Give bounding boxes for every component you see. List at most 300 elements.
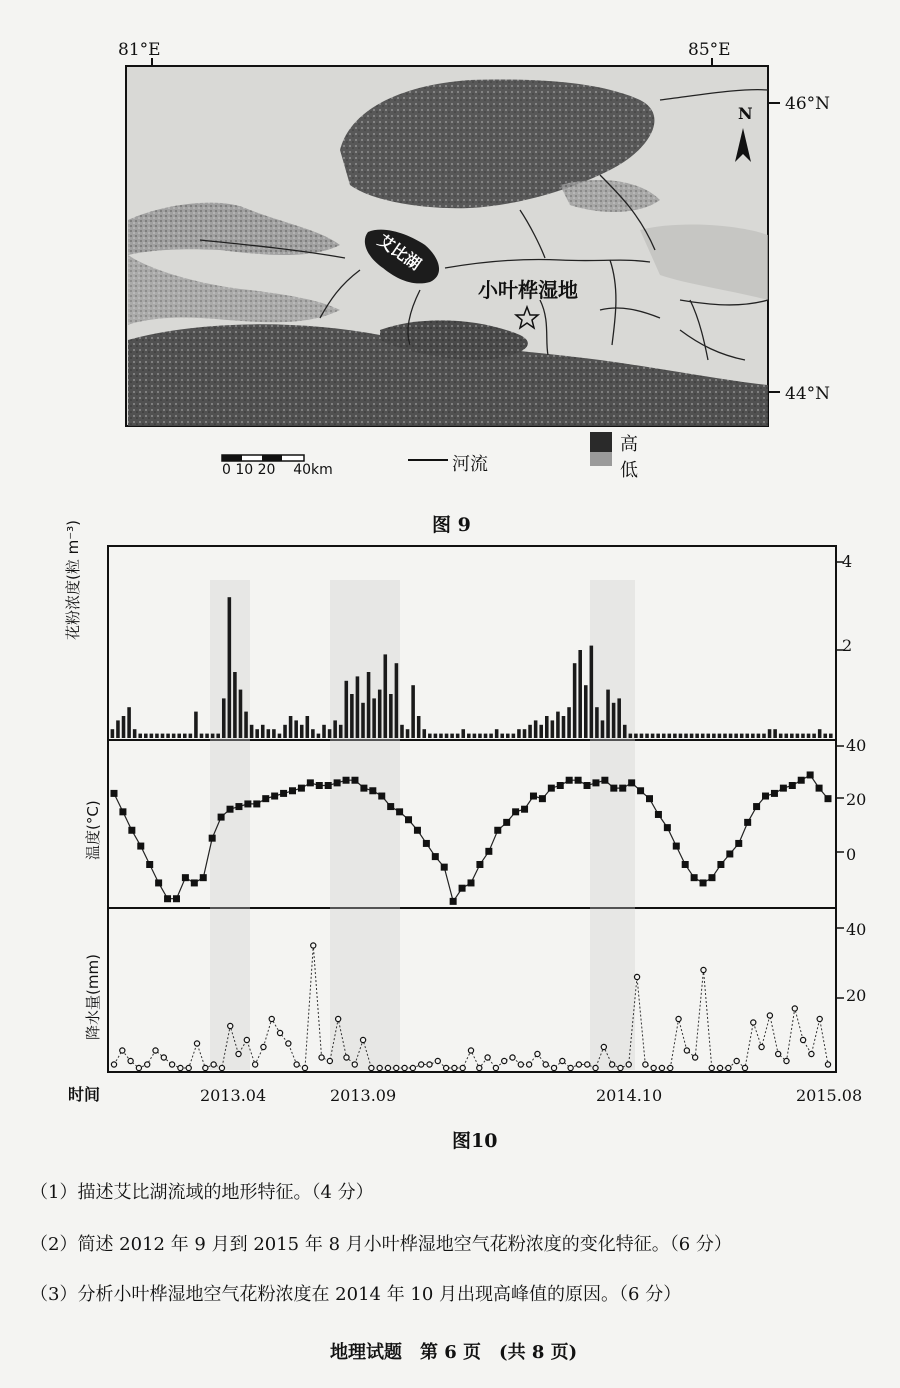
precipitation-point <box>668 1065 673 1070</box>
pollen-bar <box>411 685 415 738</box>
temperature-point <box>191 879 198 886</box>
precipitation-point <box>419 1062 424 1067</box>
pollen-bar <box>640 734 644 738</box>
temperature-point <box>155 879 162 886</box>
temperature-point <box>753 803 760 810</box>
question-1: （1）描述艾比湖流域的地形特征。（4 分） <box>30 1182 374 1203</box>
pollen-bar <box>645 734 649 738</box>
pollen-bar <box>250 725 254 738</box>
pollen-bar <box>528 725 532 738</box>
precipitation-point <box>136 1065 141 1070</box>
lat-bottom-label: 44°N <box>785 384 831 404</box>
temperature-point <box>691 874 698 881</box>
precipitation-point <box>751 1020 756 1025</box>
precipitation-point <box>551 1065 556 1070</box>
pollen-bar <box>545 716 549 738</box>
pollen-bar <box>261 725 265 738</box>
pollen-bar <box>189 734 193 738</box>
precipitation-point <box>527 1062 532 1067</box>
precipitation-point <box>651 1065 656 1070</box>
pollen-bar <box>695 734 699 738</box>
temperature-point <box>798 777 805 784</box>
temperature-point <box>209 835 216 842</box>
temperature-point <box>387 803 394 810</box>
xtick-2015-08: 2015.08 <box>796 1086 863 1105</box>
pollen-bar <box>712 734 716 738</box>
pollen-bar <box>317 734 321 738</box>
precipitation-point <box>145 1062 150 1067</box>
temperature-point <box>360 785 367 792</box>
pollen-bar <box>556 712 560 738</box>
precipitation-point <box>460 1065 465 1070</box>
temperature-point <box>825 795 832 802</box>
temperature-point <box>298 785 305 792</box>
pollen-bar <box>328 729 332 738</box>
pollen-bar <box>617 698 621 738</box>
pollen-bar <box>768 729 772 738</box>
pollen-bar <box>439 734 443 738</box>
precipitation-point <box>394 1065 399 1070</box>
temperature-point <box>182 874 189 881</box>
pollen-bar <box>757 734 761 738</box>
precipitation-point <box>643 1062 648 1067</box>
precipitation-point <box>709 1065 714 1070</box>
temperature-point <box>664 824 671 831</box>
temperature-point <box>218 814 225 821</box>
temperature-point <box>351 777 358 784</box>
pollen-bar <box>801 734 805 738</box>
precip-ytick-40: 40 <box>846 920 867 939</box>
pollen-bar <box>267 729 271 738</box>
pollen-bar <box>829 734 833 738</box>
temp-ytick-0: 0 <box>846 845 857 864</box>
pollen-bar <box>200 734 204 738</box>
precipitation-point <box>792 1006 797 1011</box>
temperature-point <box>655 811 662 818</box>
pollen-bar <box>751 734 755 738</box>
pollen-bar <box>818 729 822 738</box>
precipitation-point <box>302 1065 307 1070</box>
pollen-ylabel: 花粉浓度(粒 m⁻³) <box>64 519 82 640</box>
precipitation-point <box>385 1065 390 1070</box>
temperature-point <box>200 874 207 881</box>
precipitation-point <box>726 1065 731 1070</box>
temperature-point <box>816 785 823 792</box>
temperature-point <box>575 777 582 784</box>
precipitation-point <box>493 1065 498 1070</box>
pollen-bar <box>116 720 120 738</box>
precipitation-point <box>203 1065 208 1070</box>
precipitation-point <box>311 943 316 948</box>
temperature-point <box>717 861 724 868</box>
temperature-point <box>128 827 135 834</box>
pollen-ytick-4: 4 <box>842 552 853 571</box>
precipitation-point <box>659 1065 664 1070</box>
pollen-bar <box>372 698 376 738</box>
pollen-bar <box>718 734 722 738</box>
pollen-bar <box>690 734 694 738</box>
legend-high-swatch <box>590 432 612 452</box>
scale-text: 0 10 20 40km <box>222 462 333 478</box>
precipitation-point <box>568 1065 573 1070</box>
pollen-bar <box>406 729 410 738</box>
pollen-bar <box>790 734 794 738</box>
pollen-bar <box>779 734 783 738</box>
precipitation-point <box>543 1062 548 1067</box>
pollen-bar <box>306 716 310 738</box>
page-footer: 地理试题 第 6 页 (共 8 页) <box>330 1342 578 1363</box>
precipitation-point <box>178 1065 183 1070</box>
temp-ylabel: 温度(°C) <box>84 800 102 860</box>
precipitation-point <box>194 1041 199 1046</box>
temperature-point <box>334 779 341 786</box>
pollen-bar <box>422 729 426 738</box>
temperature-point <box>459 885 466 892</box>
pollen-bar <box>138 734 142 738</box>
temperature-point <box>700 879 707 886</box>
pollen-bar <box>512 734 516 738</box>
temp-ytick-40: 40 <box>846 736 867 755</box>
precip-ylabel: 降水量(mm) <box>84 954 102 1040</box>
pollen-bar <box>684 734 688 738</box>
temperature-point <box>450 898 457 905</box>
temperature-point <box>119 808 126 815</box>
pollen-bar <box>395 663 399 738</box>
temperature-point <box>789 782 796 789</box>
precipitation-point <box>717 1065 722 1070</box>
precipitation-point <box>153 1048 158 1053</box>
pollen-bar <box>807 734 811 738</box>
precipitation-point <box>128 1058 133 1063</box>
site-label: 小叶桦湿地 <box>478 278 578 302</box>
pollen-bar <box>673 734 677 738</box>
pollen-bar <box>172 734 176 738</box>
precipitation-point <box>360 1037 365 1042</box>
precipitation-point <box>294 1062 299 1067</box>
precipitation-point <box>286 1041 291 1046</box>
pollen-bar <box>473 734 477 738</box>
precipitation-point <box>776 1051 781 1056</box>
temperature-point <box>227 806 234 813</box>
pollen-bar <box>500 734 504 738</box>
lon-right-label: 85°E <box>688 40 731 60</box>
pollen-bar <box>222 698 226 738</box>
precipitation-point <box>477 1065 482 1070</box>
temperature-point <box>316 782 323 789</box>
precipitation-point <box>336 1016 341 1021</box>
pollen-bar <box>784 734 788 738</box>
pollen-bar <box>322 725 326 738</box>
precipitation-point <box>610 1062 615 1067</box>
precipitation-point <box>219 1065 224 1070</box>
precipitation-point <box>601 1044 606 1049</box>
temperature-point <box>468 879 475 886</box>
precipitation-point <box>485 1055 490 1060</box>
temperature-point <box>771 790 778 797</box>
temperature-point <box>726 850 733 857</box>
figure-10-caption: 图10 <box>452 1130 498 1152</box>
temperature-point <box>557 782 564 789</box>
lon-left-label: 81°E <box>118 40 161 60</box>
precipitation-point <box>535 1051 540 1056</box>
temperature-point <box>807 771 814 778</box>
temperature-point <box>682 861 689 868</box>
pollen-bar <box>339 725 343 738</box>
precipitation-point <box>402 1065 407 1070</box>
temperature-point <box>253 800 260 807</box>
precipitation-point <box>253 1062 258 1067</box>
precipitation-point <box>111 1062 116 1067</box>
precipitation-point <box>244 1037 249 1042</box>
pollen-bar <box>478 734 482 738</box>
pollen-bar <box>495 729 499 738</box>
precip-ytick-20: 20 <box>846 986 867 1005</box>
pollen-bar <box>656 734 660 738</box>
precipitation-point <box>809 1051 814 1056</box>
pollen-bar <box>796 734 800 738</box>
temperature-point <box>708 874 715 881</box>
pollen-bar <box>177 734 181 738</box>
temperature-point <box>735 840 742 847</box>
precipitation-point <box>734 1058 739 1063</box>
pollen-bar <box>111 729 115 738</box>
precipitation-point <box>560 1058 565 1063</box>
pollen-bar <box>606 690 610 738</box>
precipitation-point <box>410 1065 415 1070</box>
pollen-bar <box>255 729 259 738</box>
temperature-point <box>262 795 269 802</box>
precipitation-point <box>693 1055 698 1060</box>
pollen-bar <box>239 690 243 738</box>
temperature-point <box>289 787 296 794</box>
pollen-bar <box>461 729 465 738</box>
pollen-bar <box>244 712 248 738</box>
pollen-bar <box>300 725 304 738</box>
legend-low-swatch <box>590 452 612 466</box>
pollen-bar <box>417 716 421 738</box>
pollen-bar <box>127 707 131 738</box>
pollen-bar <box>450 734 454 738</box>
pollen-bar <box>701 734 705 738</box>
pollen-bar <box>361 703 365 738</box>
pollen-bar <box>161 734 165 738</box>
temperature-point <box>521 806 528 813</box>
precipitation-point <box>427 1062 432 1067</box>
temperature-point <box>476 861 483 868</box>
precipitation-point <box>161 1055 166 1060</box>
temperature-point <box>619 785 626 792</box>
temp-ytick-20: 20 <box>846 790 867 809</box>
pollen-bar <box>745 734 749 738</box>
temperature-point <box>628 779 635 786</box>
scale-bar <box>222 455 304 461</box>
precipitation-point <box>261 1044 266 1049</box>
precipitation-point <box>352 1062 357 1067</box>
pollen-bar <box>378 690 382 738</box>
pollen-bar <box>166 734 170 738</box>
pollen-bar <box>367 672 371 738</box>
temperature-point <box>744 819 751 826</box>
precipitation-point <box>817 1016 822 1021</box>
precipitation-point <box>319 1055 324 1060</box>
legend-high-label: 高 <box>620 434 638 455</box>
temperature-point <box>601 777 608 784</box>
precipitation-point <box>510 1055 515 1060</box>
precipitation-point <box>228 1023 233 1028</box>
pollen-bar <box>183 734 187 738</box>
temperature-point <box>485 848 492 855</box>
pollen-bar <box>812 734 816 738</box>
temperature-point <box>164 895 171 902</box>
precipitation-point <box>170 1062 175 1067</box>
pollen-bar <box>294 720 298 738</box>
temperature-point <box>584 782 591 789</box>
pollen-bar <box>133 729 137 738</box>
temperature-point <box>414 827 421 834</box>
pollen-bar <box>272 729 276 738</box>
x-axis-label: 时间 <box>68 1085 101 1104</box>
pollen-bar <box>383 654 387 738</box>
pollen-bar <box>345 681 349 738</box>
precipitation-point <box>211 1062 216 1067</box>
terrain-map <box>0 0 900 500</box>
temperature-point <box>343 777 350 784</box>
pollen-bar <box>668 734 672 738</box>
pollen-bar <box>311 729 315 738</box>
precipitation-point <box>186 1065 191 1070</box>
pollen-bar <box>122 716 126 738</box>
temperature-point <box>432 853 439 860</box>
precipitation-point <box>327 1058 332 1063</box>
pollen-bar <box>734 734 738 738</box>
precipitation-point <box>576 1062 581 1067</box>
temperature-point <box>235 803 242 810</box>
legend-low-label: 低 <box>620 460 638 481</box>
legend-river-label: 河流 <box>452 454 488 475</box>
precipitation-point <box>825 1062 830 1067</box>
precipitation-point <box>676 1016 681 1021</box>
pollen-bar <box>144 734 148 738</box>
pollen-bar <box>155 734 159 738</box>
pollen-bar <box>773 729 777 738</box>
pollen-bar <box>629 734 633 738</box>
pollen-bar <box>707 734 711 738</box>
temperature-point <box>566 777 573 784</box>
temperature-point <box>244 800 251 807</box>
pollen-bar <box>484 734 488 738</box>
temperature-point <box>423 840 430 847</box>
precipitation-point <box>120 1048 125 1053</box>
figure-9-caption: 图 9 <box>432 514 471 536</box>
pollen-bar <box>651 734 655 738</box>
pollen-bar <box>467 734 471 738</box>
temperature-point <box>610 785 617 792</box>
pollen-bar <box>228 597 232 738</box>
pollen-bar <box>434 734 438 738</box>
temperature-point <box>592 779 599 786</box>
lake-label: 艾比湖 <box>374 230 425 274</box>
pollen-bar <box>567 707 571 738</box>
pollen-bar <box>506 734 510 738</box>
temperature-point <box>146 861 153 868</box>
precipitation-point <box>759 1044 764 1049</box>
pollen-bar <box>233 672 237 738</box>
pollen-bar <box>562 716 566 738</box>
pollen-bar <box>523 729 527 738</box>
pollen-ytick-2: 2 <box>842 636 853 655</box>
precipitation-point <box>701 967 706 972</box>
question-2: （2）简述 2012 年 9 月到 2015 年 8 月小叶桦湿地空气花粉浓度的变化特征。（6 分） <box>30 1234 732 1255</box>
temperature-point <box>307 779 314 786</box>
precipitation-point <box>585 1062 590 1067</box>
precipitation-point <box>634 974 639 979</box>
pollen-bar <box>205 734 209 738</box>
precipitation-point <box>277 1030 282 1035</box>
pollen-bar <box>729 734 733 738</box>
pollen-bar <box>333 720 337 738</box>
temperature-point <box>441 864 448 871</box>
pollen-bar <box>612 703 616 738</box>
pollen-bar <box>578 650 582 738</box>
temperature-point <box>111 790 118 797</box>
temperature-point <box>494 827 501 834</box>
precipitation-point <box>435 1058 440 1063</box>
xtick-2013-09: 2013.09 <box>330 1086 397 1105</box>
pollen-bar <box>400 725 404 738</box>
temperature-point <box>637 787 644 794</box>
precipitation-point <box>742 1065 747 1070</box>
pollen-bar <box>194 712 198 738</box>
pollen-bar <box>211 734 215 738</box>
north-label: N <box>738 104 753 123</box>
precipitation-point <box>502 1058 507 1063</box>
precipitation-point <box>767 1013 772 1018</box>
pollen-bar <box>517 729 521 738</box>
pollen-bar <box>740 734 744 738</box>
pollen-bar <box>679 734 683 738</box>
temperature-point <box>137 843 144 850</box>
temperature-point <box>378 793 385 800</box>
temperature-point <box>646 795 653 802</box>
temperature-point <box>369 787 376 794</box>
precipitation-point <box>236 1051 241 1056</box>
temperature-point <box>762 793 769 800</box>
precipitation-point <box>377 1065 382 1070</box>
temperature-point <box>325 782 332 789</box>
xtick-2014-10: 2014.10 <box>596 1086 663 1105</box>
pollen-bar <box>289 716 293 738</box>
temperature-point <box>280 790 287 797</box>
pollen-bar <box>489 734 493 738</box>
precipitation-point <box>618 1065 623 1070</box>
temperature-point <box>503 819 510 826</box>
pollen-bar <box>601 720 605 738</box>
pollen-bar <box>723 734 727 738</box>
precipitation-point <box>800 1037 805 1042</box>
precipitation-point <box>684 1048 689 1053</box>
pollen-bar <box>823 734 827 738</box>
pollen-bar <box>590 646 594 738</box>
pollen-bar <box>356 676 360 738</box>
pollen-bar <box>150 734 154 738</box>
temperature-point <box>396 808 403 815</box>
precipitation-point <box>344 1055 349 1060</box>
pollen-bar <box>623 725 627 738</box>
temperature-point <box>548 785 555 792</box>
pollen-bar <box>445 734 449 738</box>
temperature-point <box>173 895 180 902</box>
xtick-2013-04: 2013.04 <box>200 1086 267 1105</box>
